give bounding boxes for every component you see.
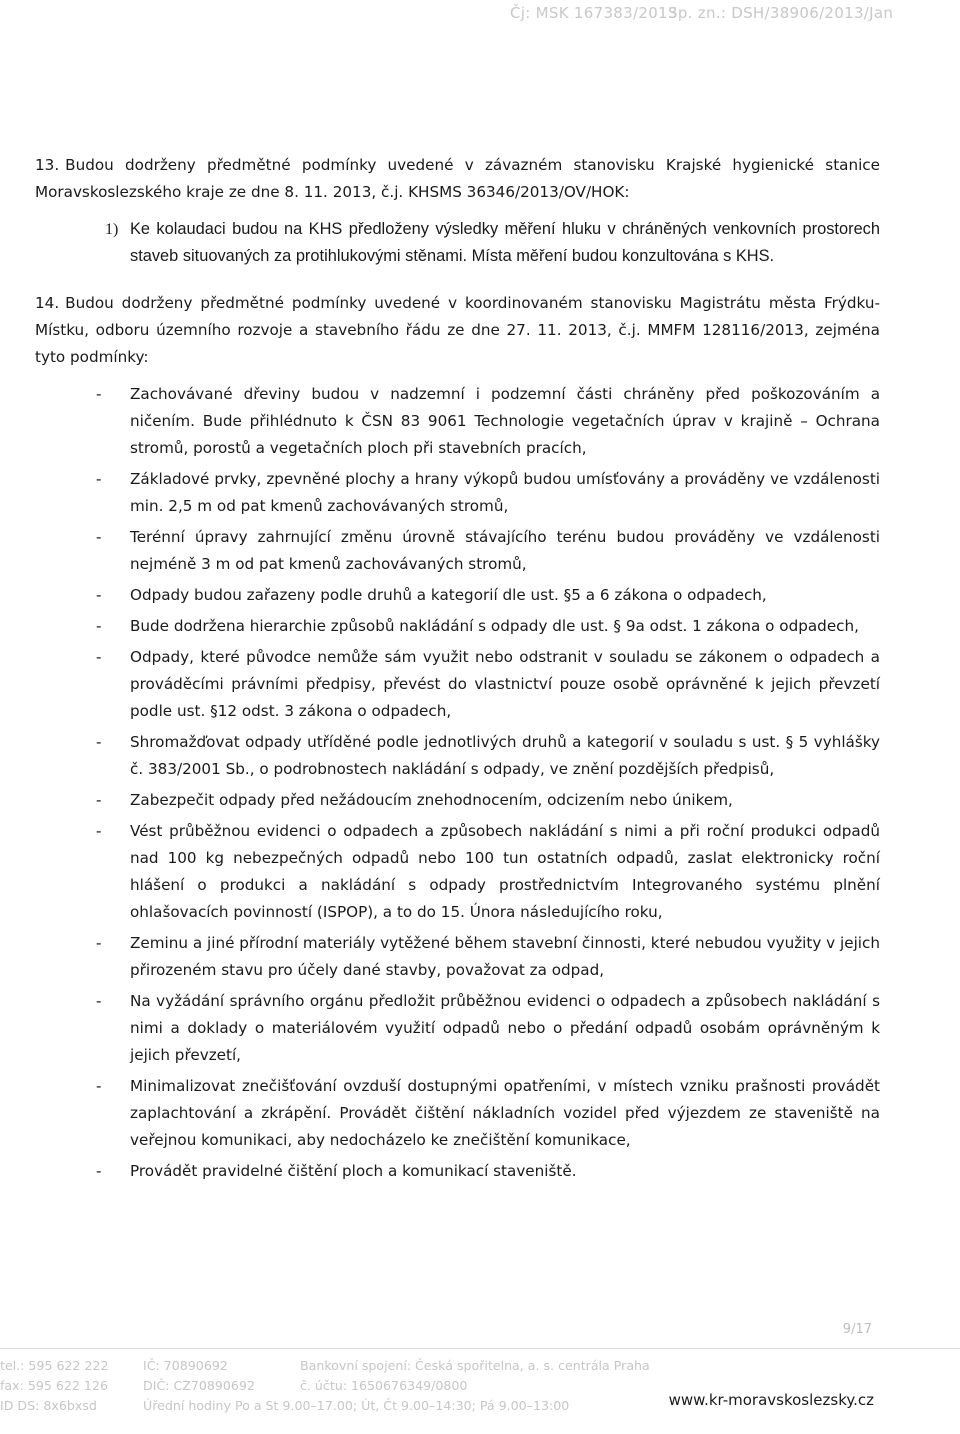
list-item-text: Zabezpečit odpady před nežádoucím znehodnocením, odcizením nebo únikem,	[130, 791, 733, 809]
footer-office-hours: Úřední hodiny Po a St 9.00–17.00; Út, Čt 9.00–14:30; Pá 9.00–13:00	[143, 1398, 570, 1413]
list-item-text: Terénní úpravy zahrnující změnu úrovně stávajícího terénu budou prováděny ve vzdálenosti nejméně 3 m od pat kmenů zachovávaných stromů,	[130, 528, 880, 573]
bullet-dash: -	[96, 470, 102, 488]
bullet-dash: -	[96, 586, 102, 604]
list-item	[35, 1158, 880, 1185]
list-item	[35, 818, 880, 926]
section-number: 13.	[35, 156, 60, 174]
footer-fax: fax: 595 622 126	[0, 1378, 108, 1393]
footer-divider	[0, 1348, 960, 1349]
list-item	[35, 988, 880, 1069]
list-item	[35, 524, 880, 578]
list-item	[35, 466, 880, 520]
section-number: 14.	[35, 294, 60, 312]
conditions-list	[35, 381, 880, 1185]
list-item-text: Zachovávané dřeviny budou v nadzemní i podzemní části chráněny před poškozováním a ničením. Bude přihlédnuto k ČSN 83 9061 Technologie vegetačních úprav v krajině – Ochrana stromů, porostů a vegetačních ploch při stavebních pracích,	[130, 385, 880, 457]
section-text: Budou dodrženy předmětné podmínky uvedené v koordinovaném stanovisku Magistrátu města Frýdku-Místku, odboru územního rozvoje a stavebního řádu ze dne 27. 11. 2013, č.j. MMFM 128116/2013, zejména tyto podmínky:	[35, 294, 880, 366]
list-item	[35, 1073, 880, 1154]
list-item-text: Odpady budou zařazeny podle druhů a kategorií dle ust. §5 a 6 zákona o odpadech,	[130, 586, 767, 604]
footer-account: č. účtu: 1650676349/0800	[300, 1378, 468, 1393]
list-item-text: Vést průběžnou evidenci o odpadech a způsobech nakládání s nimi a při roční produkci odpadů nad 100 kg nebezpečných odpadů nebo 100 tun ostatních odpadů, zaslat elektronicky roční hlášení o produkci a nakládání s odpady prostřednictvím Integrovaného systému plnění ohlašovacích povinností (ISPOP), a to do 15. Února následujícího roku,	[130, 822, 880, 921]
footer-ic: IČ: 70890692	[143, 1358, 228, 1373]
bullet-dash: -	[96, 528, 102, 546]
list-item	[35, 930, 880, 984]
list-item	[35, 582, 880, 609]
bullet-dash: -	[96, 791, 102, 809]
bullet-dash: -	[96, 648, 102, 666]
footer-contact-column	[0, 1356, 109, 1416]
bullet-dash: -	[96, 733, 102, 751]
section-14	[35, 290, 880, 371]
list-item-text: Odpady, které původce nemůže sám využit nebo odstranit v souladu se zákonem o odpadech a prováděcími právními předpisy, převést do vlastnictví pouze osobě oprávněné k jejich převzetí podle ust. §12 odst. 3 zákona o odpadech,	[130, 648, 880, 720]
list-item-text: Provádět pravidelné čištění ploch a komunikací staveniště.	[130, 1162, 577, 1180]
footer-dic: DIČ: CZ70890692	[143, 1378, 255, 1393]
file-mark: Sp. zn.: DSH/38906/2013/Jan	[668, 4, 894, 22]
list-item	[35, 787, 880, 814]
list-item-text: Bude dodržena hierarchie způsobů nakládání s odpady dle ust. § 9a odst. 1 zákona o odpadech,	[130, 617, 859, 635]
list-item-text: Zeminu a jiné přírodní materiály vytěžené během stavební činnosti, které nebudou využity v jejich přirozeném stavu pro účely dané stavby, považovat za odpad,	[130, 934, 880, 979]
bullet-dash: -	[96, 992, 102, 1010]
case-number: Čj: MSK 167383/2013	[510, 4, 678, 22]
bullet-dash: -	[96, 617, 102, 635]
subitem	[105, 216, 880, 270]
subitem-number: 1)	[105, 221, 119, 238]
bullet-dash: -	[96, 934, 102, 952]
bullet-dash: -	[96, 822, 102, 840]
list-item-text: Minimalizovat znečišťování ovzduší dostupnými opatřeními, v místech vzniku prašnosti provádět zaplachtování a zkrápění. Provádět čištění nákladních vozidel před výjezdem ze staveniště na veřejnou komunikaci, aby nedocházelo ke znečištění komunikace,	[130, 1077, 880, 1149]
list-item	[35, 613, 880, 640]
section-13	[35, 152, 880, 270]
list-item	[35, 729, 880, 783]
website-link[interactable]: www.kr-moravskoslezsky.cz	[668, 1391, 874, 1409]
page-number: 9/17	[842, 1322, 872, 1337]
footer-phone: tel.: 595 622 222	[0, 1358, 109, 1373]
footer-bank-column	[300, 1356, 650, 1396]
list-item-text: Základové prvky, zpevněné plochy a hrany výkopů budou umísťovány a prováděny ve vzdálenosti min. 2,5 m od pat kmenů zachovávaných stromů,	[130, 470, 880, 515]
document-body	[35, 152, 880, 1189]
bullet-dash: -	[96, 1077, 102, 1095]
list-item-text: Na vyžádání správního orgánu předložit průběžnou evidenci o odpadech a způsobech nakládání s nimi a doklady o materiálovém využití odpadů nebo o předání odpadů osobám oprávněným k jejich převzetí,	[130, 992, 880, 1064]
footer-bank: Bankovní spojení: Česká spořitelna, a. s. centrála Praha	[300, 1358, 650, 1373]
footer-data-box-id: ID DS: 8x6bxsd	[0, 1398, 97, 1413]
list-item	[35, 644, 880, 725]
subitem-text: Ke kolaudaci budou na KHS předloženy výsledky měření hluku v chráněných venkovních prostorech staveb situovaných za protihlukovými stěnami. Místa měření budou konzultována s KHS.	[130, 220, 880, 265]
list-item	[35, 381, 880, 462]
bullet-dash: -	[96, 385, 102, 403]
list-item-text: Shromažďovat odpady utříděné podle jednotlivých druhů a kategorií v souladu s ust. § 5 vyhlášky č. 383/2001 Sb., o podrobnostech nakládání s odpady, ve znění pozdějších předpisů,	[130, 733, 880, 778]
section-text: Budou dodrženy předmětné podmínky uvedené v závazném stanovisku Krajské hygienické stanice Moravskoslezského kraje ze dne 8. 11. 2013, č.j. KHSMS 36346/2013/OV/HOK:	[35, 156, 880, 201]
bullet-dash: -	[96, 1162, 102, 1180]
